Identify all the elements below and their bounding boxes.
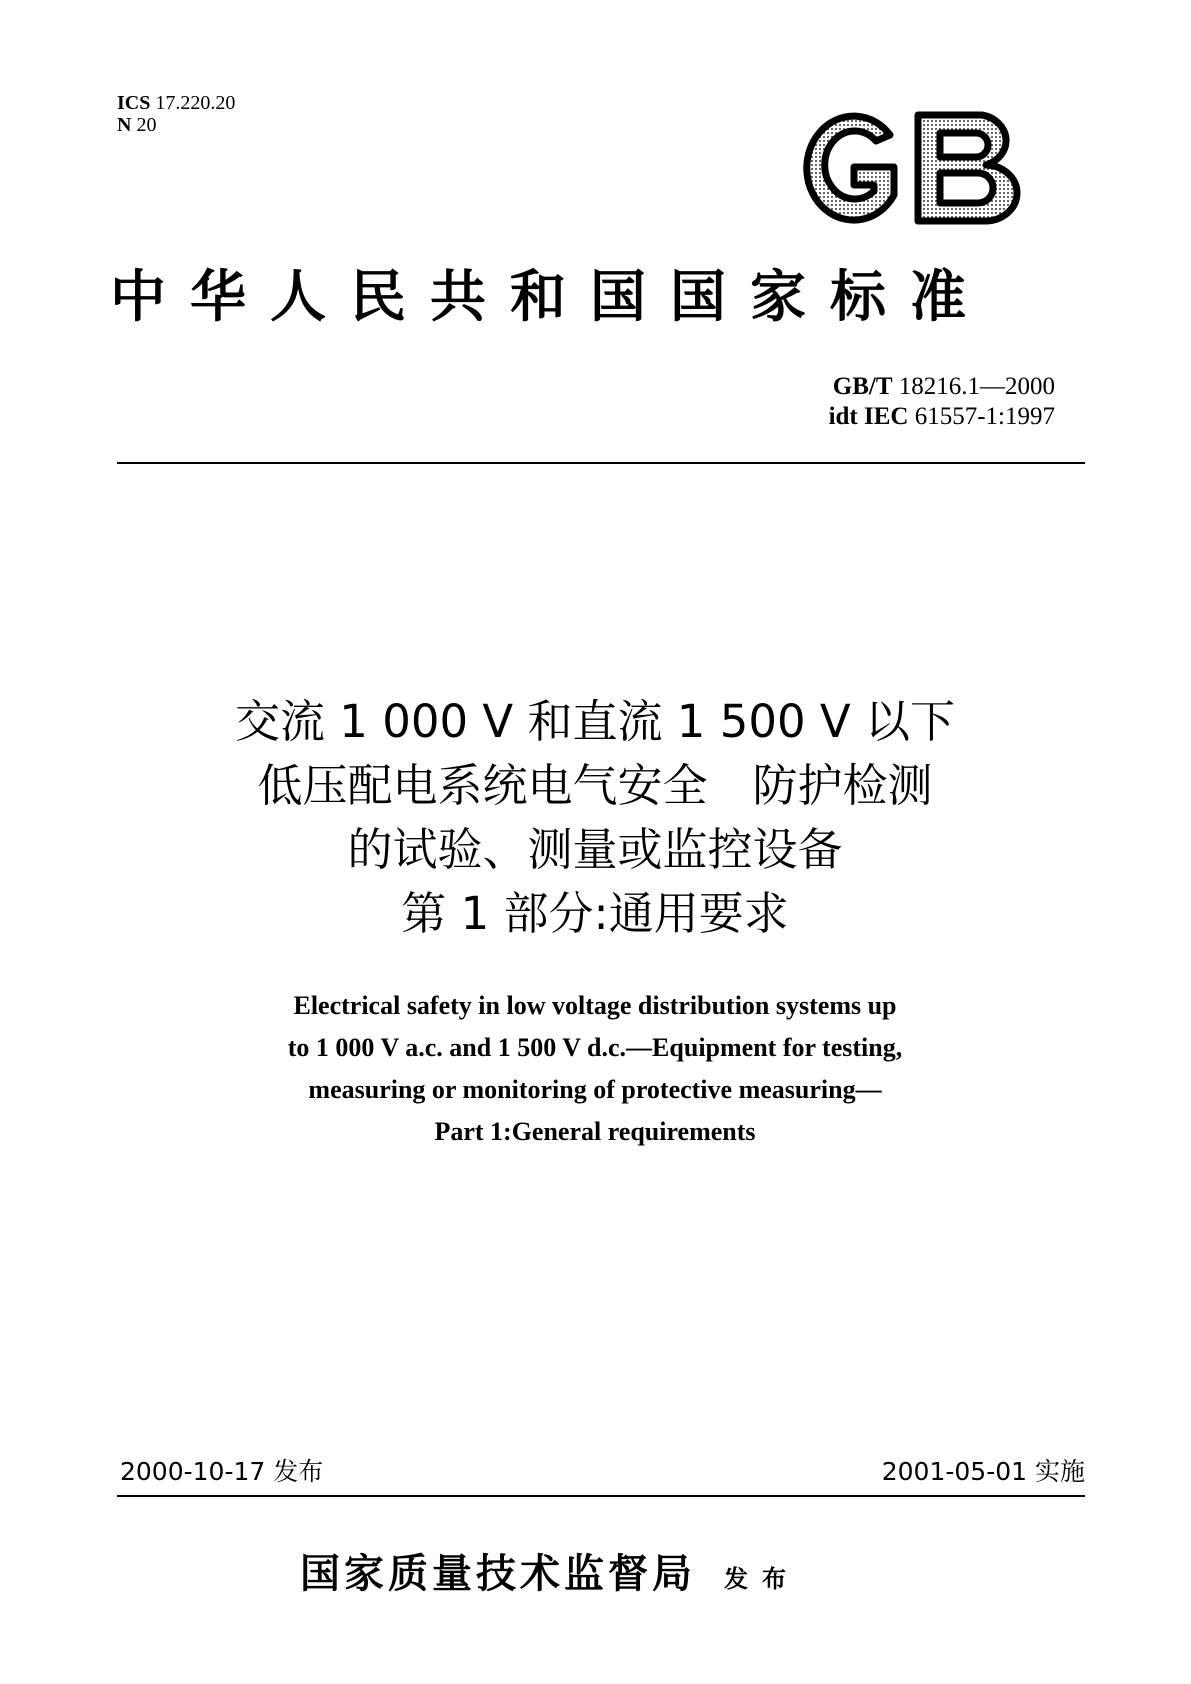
standard-number-value: 18216.1—2000 xyxy=(898,373,1055,400)
n-value: 20 xyxy=(136,114,157,136)
org-title: 中华人民共和国国家标准 xyxy=(110,265,990,330)
standard-number xyxy=(720,372,1055,402)
publisher-action: 发布 xyxy=(724,1564,800,1593)
classification-codes xyxy=(117,92,235,136)
n-code xyxy=(117,114,235,136)
title-cn-line: 第 1 部分:通用要求 xyxy=(401,887,789,940)
publisher xyxy=(300,1542,920,1599)
ics-label: ICS xyxy=(117,92,151,114)
title-en-line: to 1 000 V a.c. and 1 500 V d.c.—Equipment for testing, xyxy=(287,1033,903,1062)
idt-value: 61557-1:1997 xyxy=(914,403,1055,430)
n-label: N xyxy=(117,114,132,136)
title-cn-line: 的试验、测量或监控设备 xyxy=(347,823,843,876)
ics-value: 17.220.20 xyxy=(155,92,236,114)
publisher-name: 国家质量技术监督局 xyxy=(300,1550,696,1597)
standard-number-label: GB/T xyxy=(832,373,893,400)
title-en-line: measuring or monitoring of protective measuring— xyxy=(308,1075,882,1104)
title-cn-line: 交流 1 000 V 和直流 1 500 V 以下 xyxy=(234,695,956,748)
gb-logo-icon xyxy=(790,103,1025,233)
implementation-date: 2001-05-01 实施 xyxy=(881,1457,1085,1486)
title-en-line: Electrical safety in low voltage distribution systems up xyxy=(293,991,897,1020)
footer-divider xyxy=(117,1495,1085,1497)
idt-number xyxy=(720,402,1055,432)
title-cn-line: 低压配电系统电气安全 防护检测 xyxy=(257,759,933,812)
header-divider xyxy=(117,462,1085,464)
title-en-line: Part 1:General requirements xyxy=(434,1117,756,1146)
ics-code xyxy=(117,92,235,114)
issue-date: 2000-10-17 发布 xyxy=(120,1457,324,1486)
idt-label: idt IEC xyxy=(828,403,909,430)
standard-numbers xyxy=(720,372,1055,432)
title-chinese xyxy=(100,690,1090,946)
title-english xyxy=(100,985,1090,1153)
